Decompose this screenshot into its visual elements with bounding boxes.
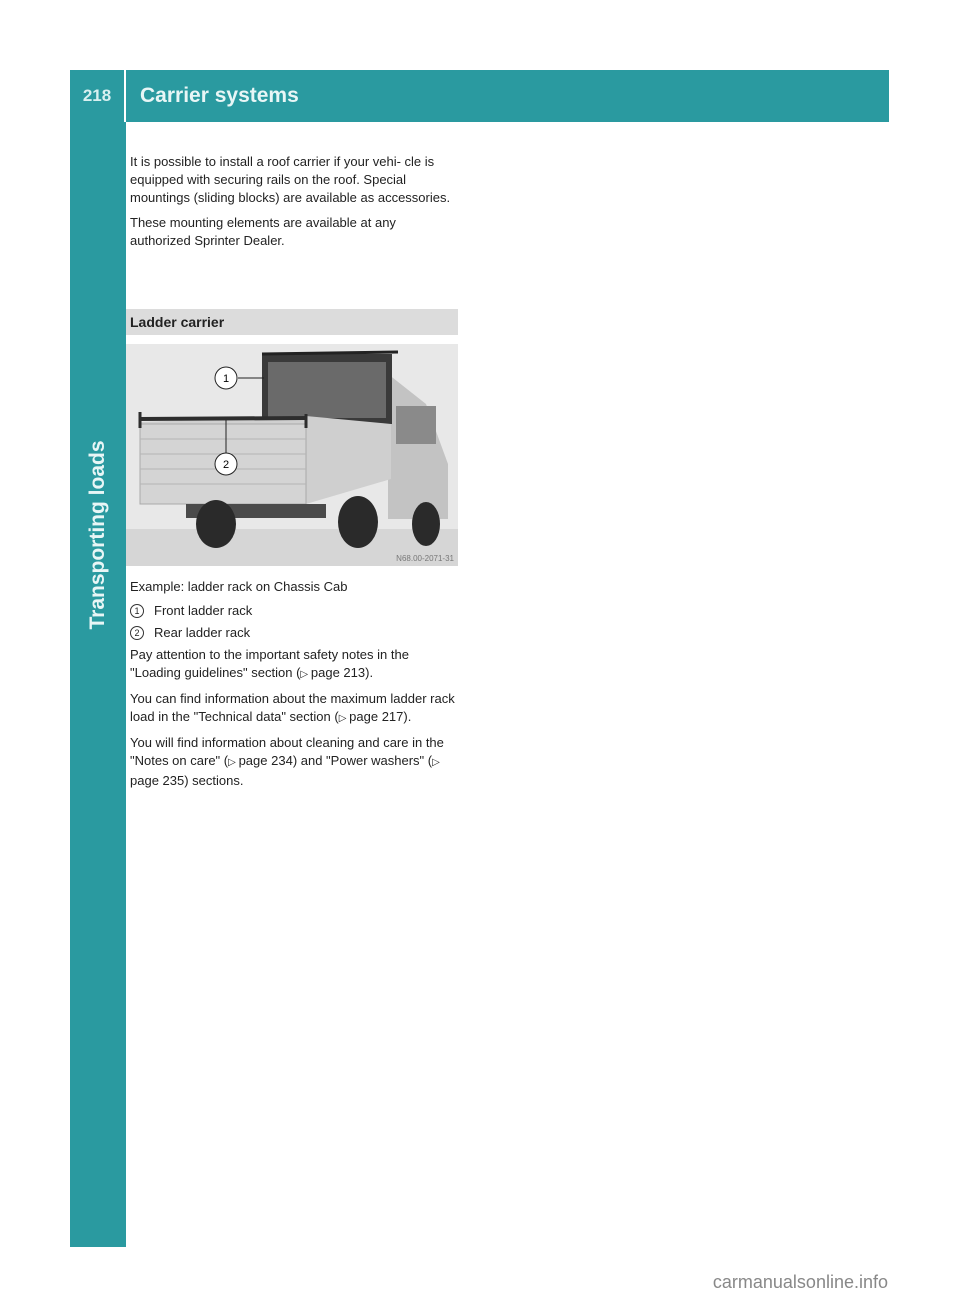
legend-number: 1 (130, 604, 144, 618)
legend-item (130, 602, 460, 620)
safety-note-paragraph (130, 646, 460, 684)
chapter-label: Transporting loads (86, 440, 109, 630)
page-ref-arrow-icon: ▷ (338, 713, 350, 724)
technical-data-paragraph (130, 690, 460, 728)
footer-watermark: carmanualsonline.info (712, 1272, 888, 1292)
truck-illustration (126, 344, 458, 566)
text-run: ) and "Power washers" ( (292, 753, 433, 768)
chapter-side-tab (70, 122, 126, 1247)
text-run: ). (365, 665, 374, 680)
page-ref-link[interactable]: page 217 (349, 709, 404, 724)
legend-label: Rear ladder rack (154, 625, 251, 640)
caption-and-notes (130, 578, 460, 796)
text-run: You can find information about the maximum ladder rack load in the "Technical data" section ( (130, 691, 455, 724)
legend-item (130, 624, 460, 642)
text-run: Pay attention to the important safety notes in the "Loading guidelines" section ( (130, 647, 409, 680)
figure-reference: N68.00-2071-31 (396, 554, 454, 563)
text-run: ) sections. (184, 773, 244, 788)
legend-number: 2 (130, 626, 144, 640)
page-ref-link[interactable]: page 213 (310, 665, 366, 680)
intro-paragraph: It is possible to install a roof carrier if your vehi- cle is equipped with securing rails on the roof. Special mountings (sliding blocks) are available as accessories. (130, 154, 451, 205)
callout-1-label: 1 (222, 373, 230, 385)
page-ref-arrow-icon: ▷ (432, 757, 440, 768)
figure-caption: Example: ladder rack on Chassis Cab (130, 579, 348, 594)
page-ref-link[interactable]: page 234 (238, 753, 293, 768)
section-heading: Ladder carrier (126, 309, 458, 335)
page-ref-link[interactable]: page 235 (130, 773, 185, 788)
care-paragraph (130, 734, 460, 790)
callout-2-label: 2 (222, 459, 230, 471)
text-run: You will find information about cleaning and care in the "Notes on care" ( (130, 735, 444, 768)
page-ref-arrow-icon: ▷ (228, 757, 239, 768)
intro-paragraph: These mounting elements are available at any authorized Sprinter Dealer. (130, 215, 396, 248)
page-number: 218 (70, 70, 126, 122)
intro-text (130, 153, 460, 257)
text-run: ). (403, 709, 412, 724)
ladder-carrier-figure (126, 344, 458, 566)
page-header (70, 70, 889, 122)
legend-label: Front ladder rack (154, 603, 253, 618)
page-ref-arrow-icon: ▷ (300, 669, 311, 680)
section-title: Carrier systems (140, 84, 299, 107)
